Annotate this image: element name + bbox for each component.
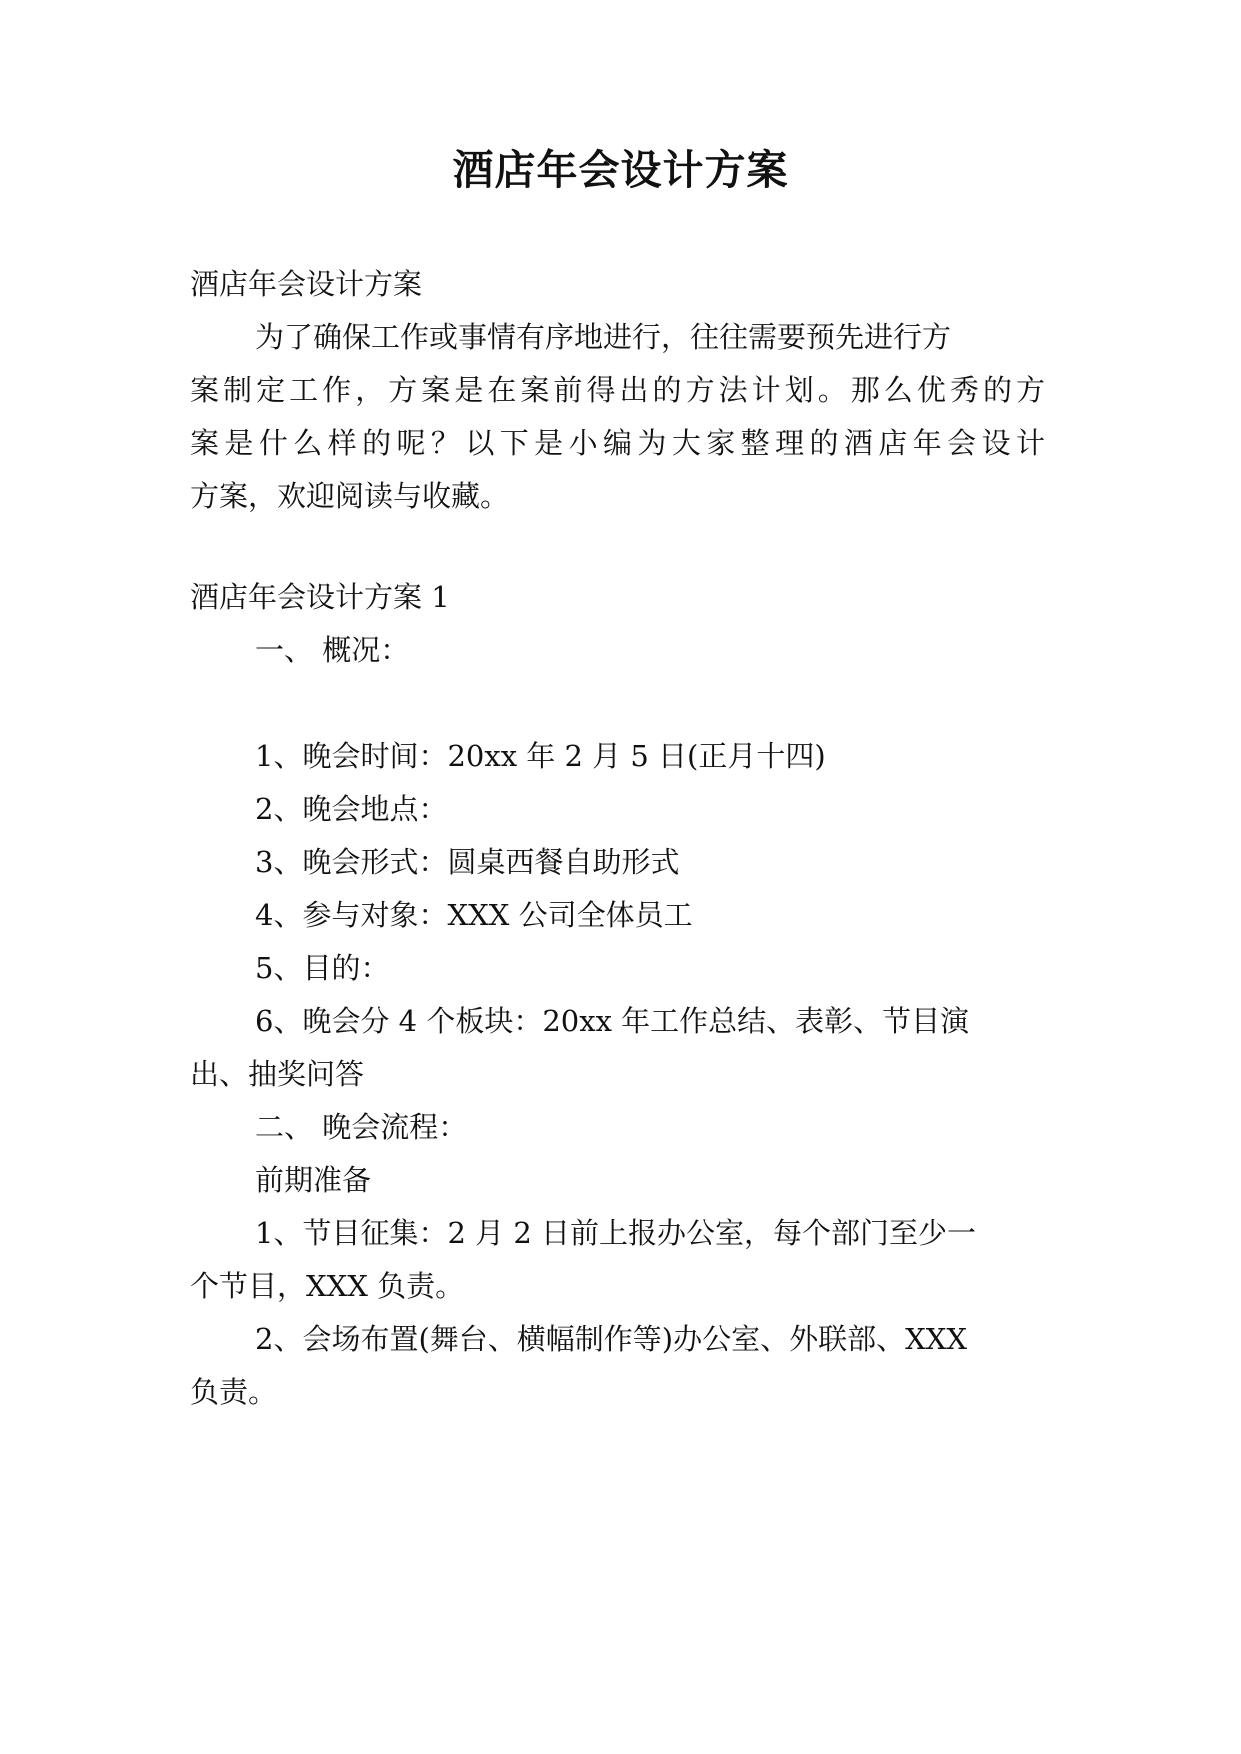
intro-line: 方案，欢迎阅读与收藏。 xyxy=(190,479,510,513)
intro-line: 为了确保工作或事情有序地进行，往往需要预先进行方 xyxy=(255,320,952,354)
heading-program-flow: 二、 晚会流程： xyxy=(255,1110,468,1144)
prep-item-2-line: 负责。 xyxy=(190,1375,278,1409)
overview-item: 1、晚会时间：20xx 年 2 月 5 日(正月十四) xyxy=(255,739,826,773)
heading-preparation: 前期准备 xyxy=(255,1163,372,1197)
overview-item: 4、参与对象：XXX 公司全体员工 xyxy=(255,898,693,932)
document-title: 酒店年会设计方案 xyxy=(452,146,789,194)
overview-item: 3、晚会形式：圆桌西餐自助形式 xyxy=(255,845,680,879)
overview-item: 2、晚会地点： xyxy=(255,792,448,826)
overview-item-6-line: 6、晚会分 4 个板块：20xx 年工作总结、表彰、节目演 xyxy=(255,1004,970,1038)
prep-item-1-line: 1、节目征集：2 月 2 日前上报办公室，每个部门至少一 xyxy=(255,1216,977,1250)
overview-item-6-line: 出、抽奖问答 xyxy=(190,1057,365,1091)
intro-line: 案制定工作，方案是在案前得出的方法计划。那么优秀的方 xyxy=(190,373,1045,407)
prep-item-2-line: 2、会场布置(舞台、横幅制作等)办公室、外联部、XXX xyxy=(255,1322,968,1356)
prep-item-1-line: 个节目，XXX 负责。 xyxy=(190,1269,465,1303)
document-subtitle: 酒店年会设计方案 xyxy=(190,267,423,301)
intro-line: 案是什么样的呢？以下是小编为大家整理的酒店年会设计 xyxy=(190,426,1045,460)
heading-overview: 一、 概况： xyxy=(255,633,410,667)
section-title: 酒店年会设计方案 1 xyxy=(190,580,450,614)
overview-item: 5、目的： xyxy=(255,951,390,985)
